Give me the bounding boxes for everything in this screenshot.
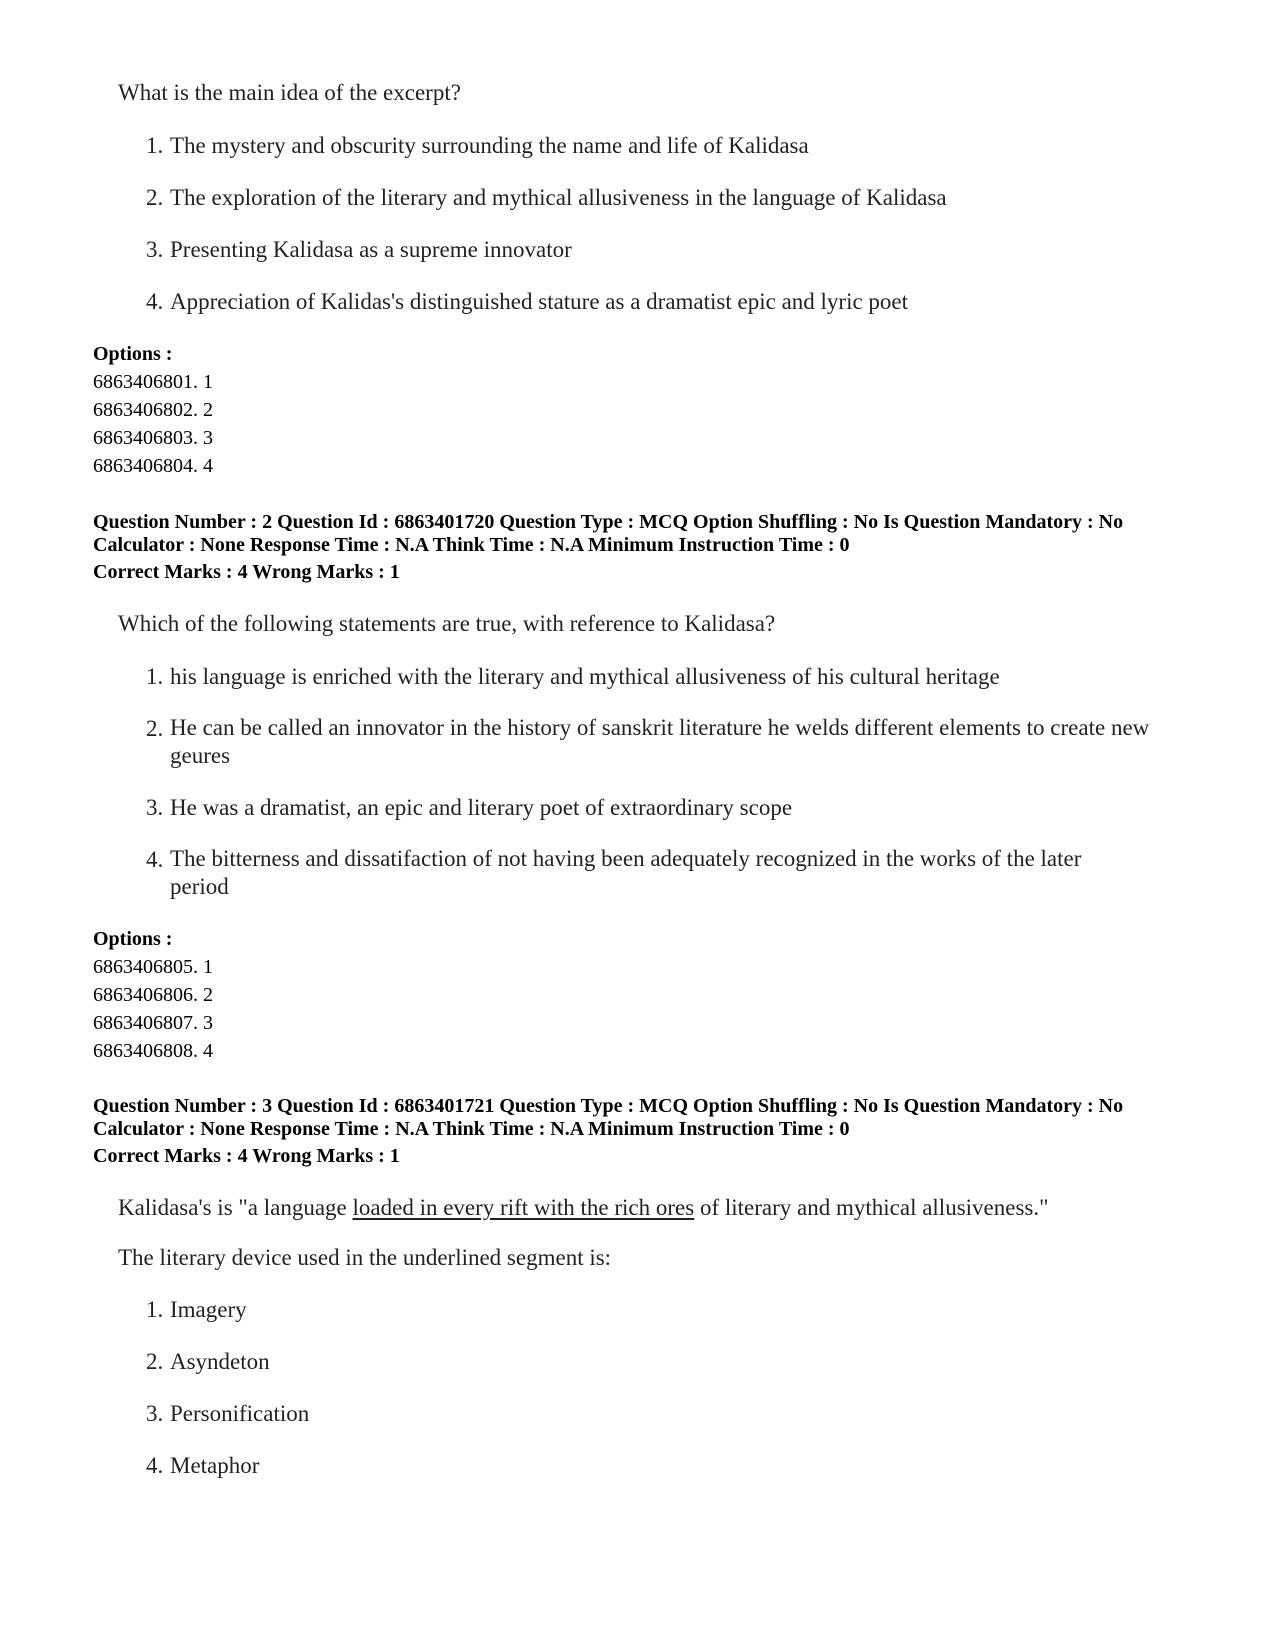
q3-item-2-number: 2.: [146, 1349, 164, 1374]
q1-option-1: 6863406801. 1: [93, 371, 213, 393]
q3-quote: [118, 1195, 1049, 1221]
q1-item-3-number: 3.: [146, 237, 164, 262]
q1-item-3-text: Presenting Kalidasa as a supreme innovator: [170, 237, 572, 262]
q1-prompt: What is the main idea of the excerpt?: [118, 80, 461, 105]
q1-options-label: Options :: [93, 343, 173, 365]
q2-item-4-number: 4.: [146, 847, 164, 872]
q3-item-2-text: Asyndeton: [170, 1349, 270, 1374]
q3-quote-end: of literary and mythical allusiveness.": [694, 1195, 1049, 1220]
q2-option-4: 6863406808. 4: [93, 1040, 213, 1062]
q1-item-2: [146, 185, 947, 211]
q2-meta-line-1: Question Number : 2 Question Id : 6863401720 Question Type : MCQ Option Shuffling : No Is Question Mandatory : No: [93, 511, 1124, 533]
q1-item-2-number: 2.: [146, 185, 164, 210]
q1-item-1-text: The mystery and obscurity surrounding the name and life of Kalidasa: [170, 133, 809, 158]
q3-item-1-text: Imagery: [170, 1297, 247, 1322]
q1-item-4-text: Appreciation of Kalidas's distinguished stature as a dramatist epic and lyric poet: [170, 289, 909, 314]
q1-item-1: [146, 133, 809, 159]
q2-item-1-number: 1.: [146, 664, 164, 689]
q2-item-3-text: He was a dramatist, an epic and literary poet of extraordinary scope: [170, 795, 793, 820]
q1-item-2-text: The exploration of the literary and mythical allusiveness in the language of Kalidasa: [170, 185, 947, 210]
q3-prompt: The literary device used in the underlined segment is:: [118, 1245, 612, 1270]
q2-item-2-text: He can be called an innovator in the history of sanskrit literature he welds different elements to create new geures: [170, 715, 1150, 768]
q3-meta-line-2: Calculator : None Response Time : N.A Think Time : N.A Minimum Instruction Time : 0: [93, 1118, 850, 1140]
q3-item-3: [146, 1401, 309, 1427]
q2-item-1: [146, 664, 1000, 690]
q3-item-2: [146, 1349, 270, 1375]
q3-item-4-number: 4.: [146, 1453, 164, 1478]
q3-meta-line-1: Question Number : 3 Question Id : 6863401721 Question Type : MCQ Option Shuffling : No Is Question Mandatory : No: [93, 1095, 1124, 1117]
q2-item-3: [146, 795, 792, 821]
q2-prompt: Which of the following statements are true, with reference to Kalidasa?: [118, 611, 776, 636]
q3-marks: Correct Marks : 4 Wrong Marks : 1: [93, 1145, 400, 1167]
q2-item-1-text: his language is enriched with the literary and mythical allusiveness of his cultural heritage: [170, 664, 1000, 689]
q2-marks: Correct Marks : 4 Wrong Marks : 1: [93, 561, 400, 583]
q1-option-3: 6863406803. 3: [93, 427, 213, 449]
q1-option-2: 6863406802. 2: [93, 399, 213, 421]
q1-option-4: 6863406804. 4: [93, 455, 213, 477]
q1-item-1-number: 1.: [146, 133, 164, 158]
q2-item-4: [146, 847, 170, 873]
q3-item-3-number: 3.: [146, 1401, 164, 1426]
q2-meta-line-2: Calculator : None Response Time : N.A Think Time : N.A Minimum Instruction Time : 0: [93, 534, 850, 556]
q3-quote-underlined-segment: loaded in every rift with the rich ores: [352, 1195, 695, 1220]
q2-option-1: 6863406805. 1: [93, 956, 213, 978]
q3-item-1: [146, 1297, 247, 1323]
q3-item-3-text: Personification: [170, 1401, 310, 1426]
q3-item-1-number: 1.: [146, 1297, 164, 1322]
q2-item-2: [146, 716, 170, 742]
q2-option-3: 6863406807. 3: [93, 1012, 213, 1034]
q2-item-4-text: The bitterness and dissatifaction of not having been adequately recognized in the works of the later period: [170, 846, 1082, 899]
q1-item-4: [146, 289, 908, 315]
q1-item-3: [146, 237, 572, 263]
q2-option-2: 6863406806. 2: [93, 984, 213, 1006]
q2-options-label: Options :: [93, 928, 173, 950]
q2-item-2-number: 2.: [146, 716, 164, 741]
q3-item-4: [146, 1453, 259, 1479]
q1-item-4-number: 4.: [146, 289, 164, 314]
q3-item-4-text: Metaphor: [170, 1453, 260, 1478]
q3-quote-start: Kalidasa's is "a language: [118, 1195, 353, 1220]
q2-item-3-number: 3.: [146, 795, 164, 820]
